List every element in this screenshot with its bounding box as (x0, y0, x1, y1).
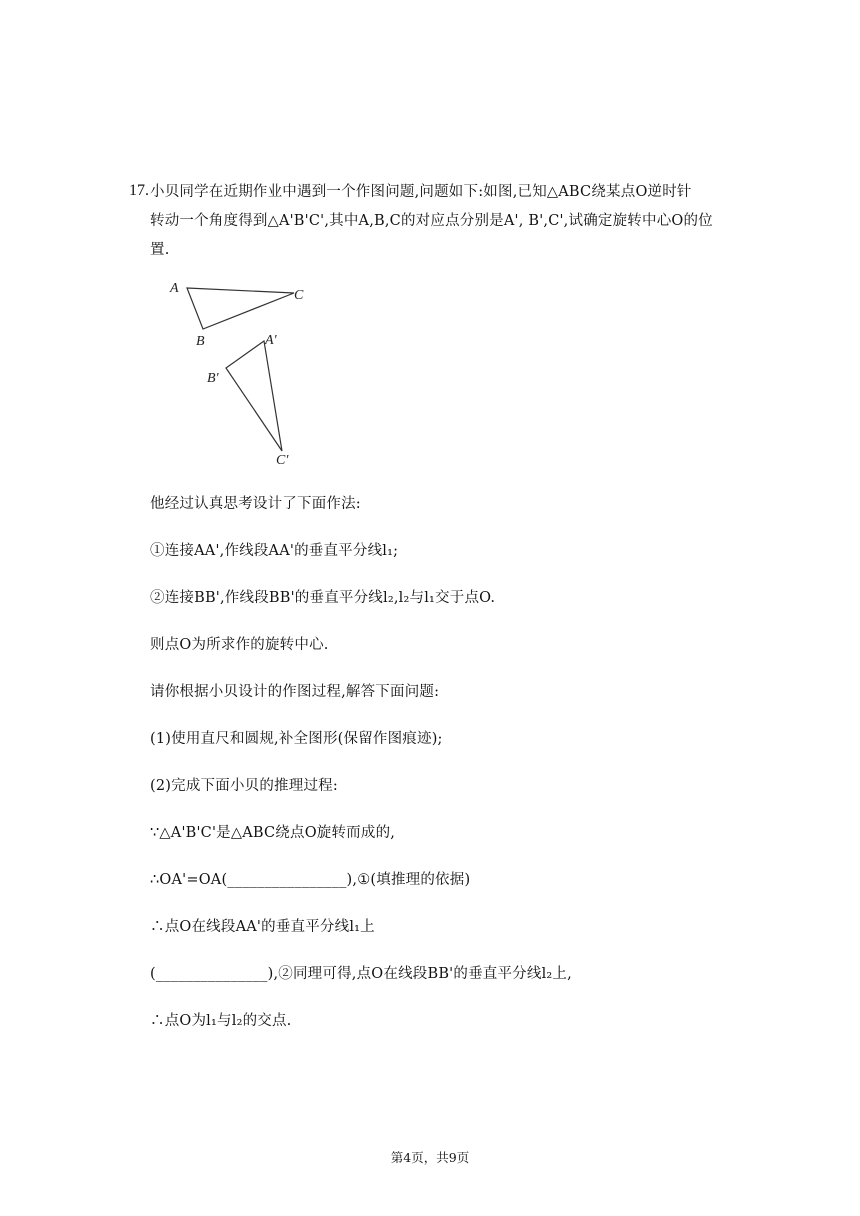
triangle-a-prime-b-prime-c-prime (226, 341, 282, 451)
text-line: ∴OA'=OA(________________),①(填推理的依据) (150, 872, 471, 888)
label-c: C (294, 288, 304, 303)
text-line: 他经过认真思考设计了下面作法: (150, 496, 361, 512)
question-intro-line-2: 转动一个角度得到△A'B'C',其中A,B,C的对应点分别是A', B',C',试确定旋转中心O的位 (150, 213, 713, 229)
label-a: A (170, 281, 179, 296)
triangle-abc (187, 288, 294, 329)
text-line: ∴点O为l₁与l₂的交点. (150, 1013, 292, 1029)
question-number: 17. (129, 182, 149, 199)
text-line: ②连接BB',作线段BB'的垂直平分线l₂,l₂与l₁交于点O. (150, 590, 496, 606)
text-line: ①连接AA',作线段AA'的垂直平分线l₁; (150, 543, 399, 559)
text-line: (_______________),②同理可得,点O在线段BB'的垂直平分线l₂上, (150, 966, 572, 982)
text-line: 请你根据小贝设计的作图过程,解答下面问题: (150, 684, 440, 700)
label-a-prime: A' (265, 333, 277, 348)
text-line: ∵△A'B'C'是△ABC绕点O旋转而成的, (150, 825, 396, 841)
page-footer: 第4页，共9页 (390, 1150, 470, 1165)
text-line: (2)完成下面小贝的推理过程: (150, 778, 338, 794)
label-b-prime: B' (207, 371, 219, 386)
label-c-prime: C' (276, 453, 289, 468)
label-b: B (196, 334, 205, 349)
triangle-figure (160, 270, 330, 470)
question-intro-line-1: 小贝同学在近期作业中遇到一个作图问题,问题如下:如图,已知△ABC绕某点O逆时针 (150, 184, 692, 200)
text-line: (1)使用直尺和圆规,补全图形(保留作图痕迹); (150, 731, 443, 747)
question-intro-line-3: 置. (150, 242, 170, 258)
text-line: ∴点O在线段AA'的垂直平分线l₁上 (150, 919, 375, 935)
text-line: 则点O为所求作的旋转中心. (150, 637, 329, 653)
